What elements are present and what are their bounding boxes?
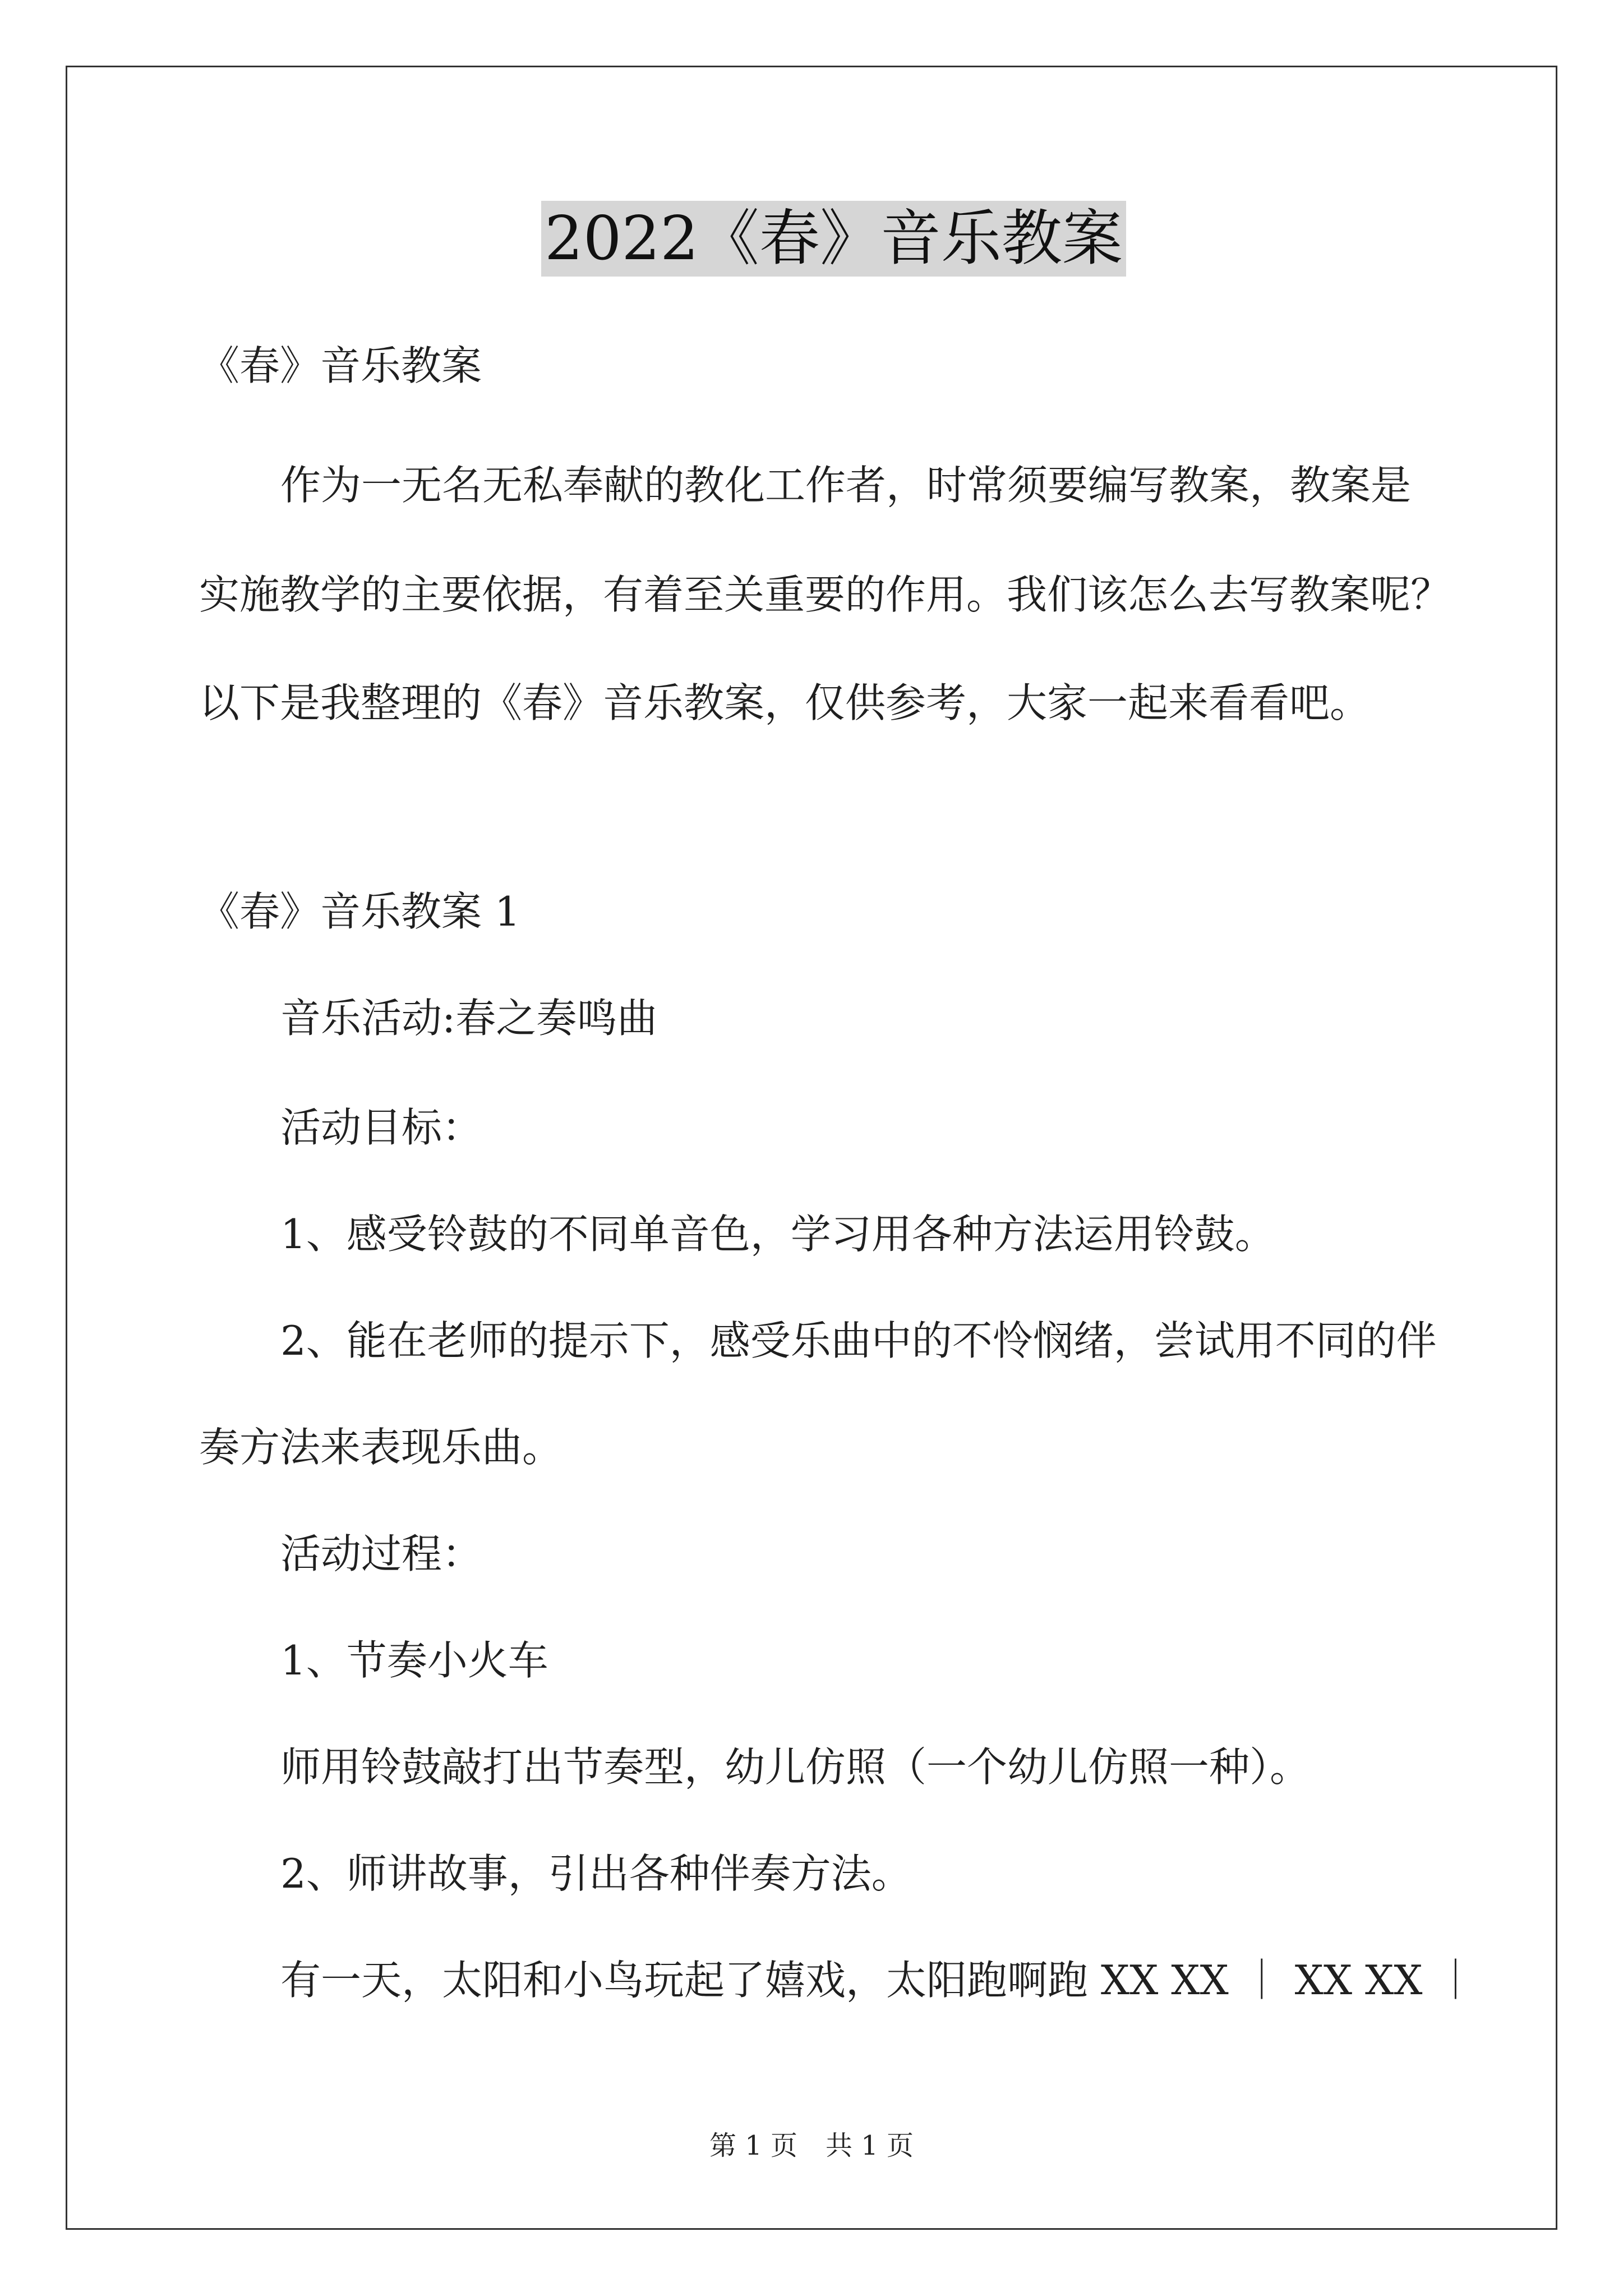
document-subtitle: 《春》音乐教案 <box>199 342 482 389</box>
activity-name: 音乐活动:春之奏鸣曲 <box>280 995 658 1042</box>
page-total: 共 1 页 <box>826 2130 914 2161</box>
story-line: 有一天，太阳和小鸟玩起了嬉戏，太阳跑啊跑 XX XX ｜ XX XX ｜ <box>280 1957 1476 2004</box>
intro-line-1: 作为一无名无私奉献的教化工作者，时常须要编写教案，教案是 <box>280 462 1412 509</box>
process-label: 活动过程： <box>280 1530 483 1577</box>
page-current: 第 1 页 <box>709 2130 797 2161</box>
goal-2-line-1: 2、能在老师的提示下，感受乐曲中的不怜悯绪，尝试用不同的伴 <box>280 1317 1437 1364</box>
goals-label: 活动目标： <box>280 1104 483 1151</box>
section-heading: 《春》音乐教案 1 <box>199 888 520 935</box>
intro-line-2: 实施教学的主要依据，有着至关重要的作用。我们该怎么去写教案呢？ <box>199 571 1451 618</box>
step-1-description: 师用铃鼓敲打出节奏型，幼儿仿照（一个幼儿仿照一种）。 <box>280 1743 1311 1791</box>
goal-2-line-2: 奏方法来表现乐曲。 <box>199 1424 563 1471</box>
goal-1: 1、感受铃鼓的不同单音色，学习用各种方法运用铃鼓。 <box>280 1211 1275 1258</box>
step-2: 2、师讲故事，引出各种伴奏方法。 <box>280 1850 912 1897</box>
intro-line-3: 以下是我整理的《春》音乐教案，仅供参考，大家一起来看看吧。 <box>199 679 1371 726</box>
page-footer <box>0 2129 1623 2162</box>
step-1: 1、节奏小火车 <box>280 1637 548 1684</box>
document-title: 2022《春》音乐教案 <box>541 201 1126 277</box>
